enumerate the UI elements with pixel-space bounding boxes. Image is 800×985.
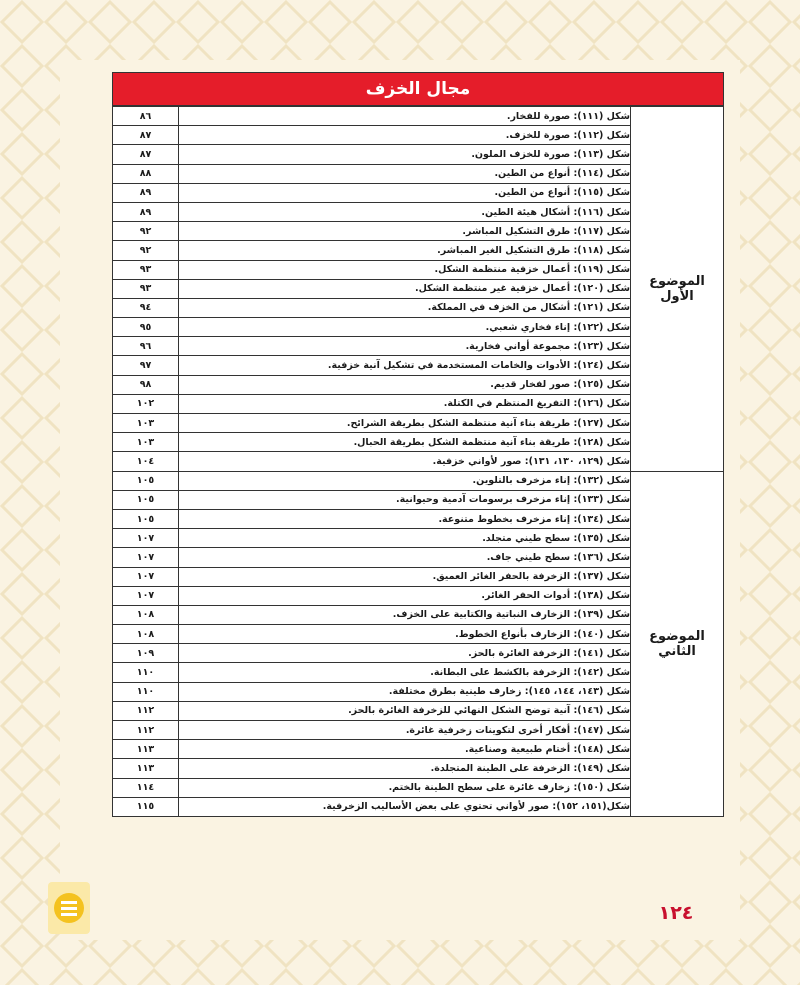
figure-page-number: ٩٣ xyxy=(113,279,179,298)
figure-caption: شكل (١١٦): أشكال هيئة الطين. xyxy=(179,202,631,221)
figure-caption: شكل (١١٥): أنواع من الطين. xyxy=(179,183,631,202)
figure-page-number: ١٠٢ xyxy=(113,394,179,413)
figure-page-number: ١١٠ xyxy=(113,682,179,701)
figure-caption: شكل (١٤٦): آنية توضح الشكل النهائي للزخرفة الغائرة بالحز. xyxy=(179,701,631,720)
figure-caption: شكل (١٤٨): أختام طبيعية وصناعية. xyxy=(179,740,631,759)
figure-caption: شكل(١٥١، ١٥٢): صور لأواني تحتوي على بعض الأساليب الزخرفية. xyxy=(179,797,631,816)
figure-page-number: ١١٢ xyxy=(113,721,179,740)
index-table xyxy=(112,106,724,817)
figure-page-number: ١٠٥ xyxy=(113,471,179,490)
publisher-logo xyxy=(48,882,90,934)
figure-caption: شكل (١١١): صورة للفخار. xyxy=(179,107,631,126)
figure-caption: شكل (١٢٠): أعمال خزفية غير منتظمة الشكل. xyxy=(179,279,631,298)
figure-caption: شكل (١١٣): صورة للخزف الملون. xyxy=(179,145,631,164)
figure-page-number: ١٠٨ xyxy=(113,605,179,624)
figure-caption: شكل (١٣٥): سطح طيني متجلد. xyxy=(179,529,631,548)
figure-page-number: ٩٧ xyxy=(113,356,179,375)
table-row xyxy=(113,107,724,126)
figure-caption: شكل (١٢٥): صور لفخار قديم. xyxy=(179,375,631,394)
figure-page-number: ١١٣ xyxy=(113,759,179,778)
figure-page-number: ٨٩ xyxy=(113,202,179,221)
figure-caption: شكل (١١٢): صورة للخزف. xyxy=(179,126,631,145)
figure-caption: شكل (١٤٣، ١٤٤، ١٤٥): زخارف طينية بطرق مختلفة. xyxy=(179,682,631,701)
figure-page-number: ١٠٨ xyxy=(113,625,179,644)
figure-page-number: ٩٣ xyxy=(113,260,179,279)
figure-page-number: ١٠٩ xyxy=(113,644,179,663)
figure-page-number: ١٠٣ xyxy=(113,433,179,452)
figure-page-number: ١١٢ xyxy=(113,701,179,720)
figure-page-number: ١١٠ xyxy=(113,663,179,682)
table-title: مجال الخزف xyxy=(112,72,724,106)
figure-page-number: ٨٨ xyxy=(113,164,179,183)
figure-caption: شكل (١٣٨): أدوات الحفر الغائر. xyxy=(179,586,631,605)
figure-page-number: ١١٣ xyxy=(113,740,179,759)
figure-caption: شكل (١٢٤): الأدوات والخامات المستخدمة في تشكيل آنية خزفية. xyxy=(179,356,631,375)
figure-caption: شكل (١١٨): طرق التشكيل الغير المباشر. xyxy=(179,241,631,260)
figure-page-number: ١١٤ xyxy=(113,778,179,797)
figure-caption: شكل (١٣٤): إناء مزخرف بخطوط متنوعة. xyxy=(179,509,631,528)
logo-icon xyxy=(52,891,86,925)
figure-caption: شكل (١٢٨): طريقة بناء آنية منتظمة الشكل بطريقة الحبال. xyxy=(179,433,631,452)
figure-page-number: ٩٢ xyxy=(113,241,179,260)
figure-caption: شكل (١١٤): أنواع من الطين. xyxy=(179,164,631,183)
figure-caption: شكل (١٤٠): الزخارف بأنواع الخطوط. xyxy=(179,625,631,644)
figure-caption: شكل (١١٩): أعمال خزفية منتظمة الشكل. xyxy=(179,260,631,279)
figure-page-number: ١٠٥ xyxy=(113,490,179,509)
figure-page-number: ٩٥ xyxy=(113,318,179,337)
figure-caption: شكل (١١٧): طرق التشكيل المباشر. xyxy=(179,222,631,241)
figure-caption: شكل (١٤١): الزخرفة الغائرة بالحز. xyxy=(179,644,631,663)
section-label: الموضوع الثاني xyxy=(631,471,724,816)
figure-caption: شكل (١٢٧): طريقة بناء آنية منتظمة الشكل بطريقة الشرائح. xyxy=(179,414,631,433)
figure-caption: شكل (١٣٧): الزخرفة بالحفر الغائر العميق. xyxy=(179,567,631,586)
figure-caption: شكل (١٤٢): الزخرفة بالكشط على البطانة. xyxy=(179,663,631,682)
figure-page-number: ١٠٧ xyxy=(113,548,179,567)
figure-page-number: ٨٧ xyxy=(113,145,179,164)
figure-caption: شكل (١٢١): أشكال من الخزف في المملكة. xyxy=(179,298,631,317)
figure-caption: شكل (١٢٢): إناء فخاري شعبي. xyxy=(179,318,631,337)
figure-page-number: ٩٢ xyxy=(113,222,179,241)
figure-caption: شكل (١٤٧): أفكار أخرى لتكوينات زخرفية غائرة. xyxy=(179,721,631,740)
figure-caption: شكل (١٢٣): مجموعة أواني فخارية. xyxy=(179,337,631,356)
table-row xyxy=(113,471,724,490)
figure-page-number: ٩٤ xyxy=(113,298,179,317)
figure-caption: شكل (١٣٩): الزخارف النباتية والكتابية على الخزف. xyxy=(179,605,631,624)
figure-caption: شكل (١٣٣): إناء مزخرف برسومات آدمية وحيوانية. xyxy=(179,490,631,509)
figure-page-number: ٨٦ xyxy=(113,107,179,126)
figure-page-number: ٩٨ xyxy=(113,375,179,394)
figure-page-number: ١٠٧ xyxy=(113,529,179,548)
figure-page-number: ٩٦ xyxy=(113,337,179,356)
figure-caption: شكل (١٢٦): التفريغ المنتظم في الكتلة. xyxy=(179,394,631,413)
figure-page-number: ١٠٣ xyxy=(113,414,179,433)
figure-caption: شكل (١٤٩): الزخرفة على الطينة المتجلدة. xyxy=(179,759,631,778)
figure-page-number: ١٠٥ xyxy=(113,509,179,528)
page-number: ١٢٤ xyxy=(658,902,694,924)
section-label: الموضوع الأول xyxy=(631,107,724,472)
figure-page-number: ١٠٧ xyxy=(113,586,179,605)
figure-caption: شكل (١٢٩، ١٣٠، ١٣١): صور لأواني خزفية. xyxy=(179,452,631,471)
figure-index-table xyxy=(112,72,724,817)
figure-caption: شكل (١٣٦): سطح طيني جاف. xyxy=(179,548,631,567)
figure-page-number: ٨٧ xyxy=(113,126,179,145)
figure-page-number: ١٠٧ xyxy=(113,567,179,586)
figure-page-number: ١١٥ xyxy=(113,797,179,816)
figure-caption: شكل (١٣٢): إناء مزخرف بالتلوين. xyxy=(179,471,631,490)
figure-caption: شكل (١٥٠): زخارف غائرة على سطح الطينة بالختم. xyxy=(179,778,631,797)
figure-page-number: ٨٩ xyxy=(113,183,179,202)
figure-page-number: ١٠٤ xyxy=(113,452,179,471)
